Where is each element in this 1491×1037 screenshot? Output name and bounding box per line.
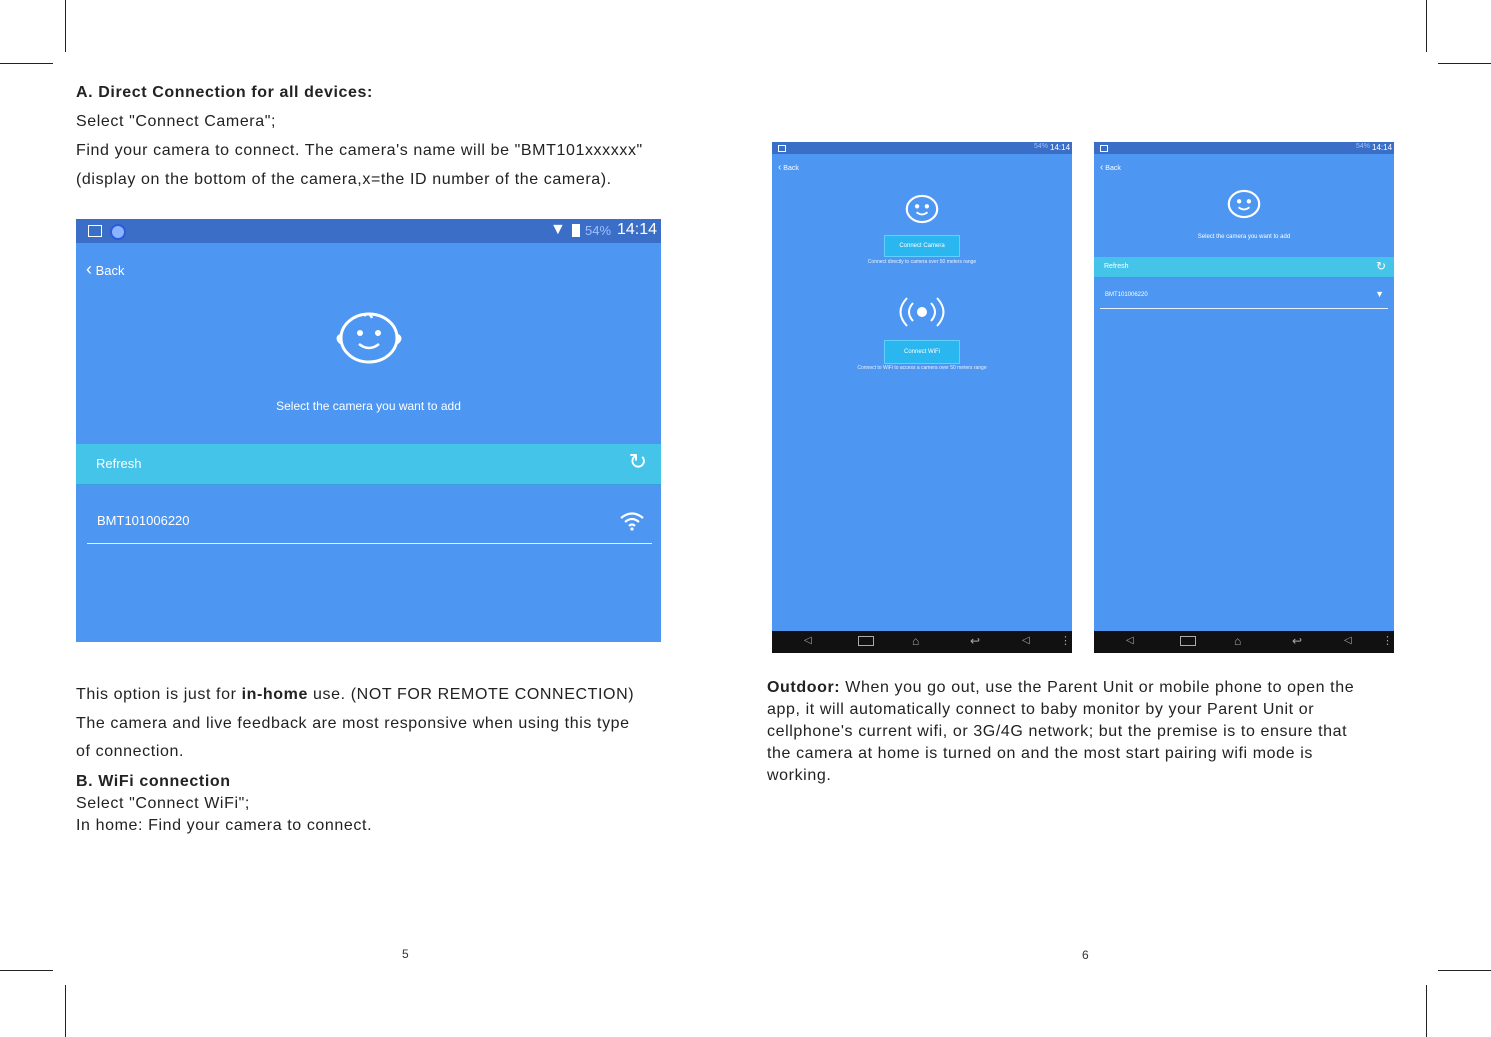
responsive-note-line2: of connection. bbox=[76, 743, 185, 760]
outdoor-paragraph-line1 bbox=[767, 679, 1354, 697]
back-nav-icon[interactable]: ↩ bbox=[1292, 634, 1303, 648]
connect-camera-note: Connect directly to camera over 50 meters range bbox=[867, 259, 977, 265]
chevron-left-icon: ‹ bbox=[86, 259, 92, 279]
more-icon[interactable]: ⋮ bbox=[1060, 635, 1071, 647]
app-notification-icon bbox=[110, 224, 126, 240]
select-camera-prompt: Select the camera you want to add bbox=[276, 399, 461, 413]
back-label: Back bbox=[783, 165, 799, 172]
battery-percent: 54% bbox=[1034, 143, 1049, 150]
crop-mark bbox=[0, 63, 53, 64]
outdoor-line1-text: When you go out, use the Parent Unit or mobile phone to open the bbox=[840, 679, 1355, 696]
crop-mark bbox=[1426, 0, 1427, 52]
camera-name: BMT101006220 bbox=[97, 513, 190, 528]
crop-mark bbox=[1438, 63, 1491, 64]
crop-mark bbox=[65, 985, 66, 1037]
outdoor-paragraph-line4: the camera at home is turned on and the most start pairing wifi mode is bbox=[767, 745, 1313, 762]
crop-mark bbox=[1426, 985, 1427, 1037]
baby-face-icon bbox=[1225, 189, 1263, 219]
wifi-icon: ▼ bbox=[1375, 289, 1384, 299]
battery-percent: 54% bbox=[1356, 143, 1371, 150]
battery-icon bbox=[572, 224, 580, 237]
list-divider bbox=[87, 543, 652, 544]
in-home-note-prefix: This option is just for bbox=[76, 686, 242, 703]
camera-list-item[interactable] bbox=[76, 503, 661, 543]
chevron-left-icon: ‹ bbox=[778, 162, 782, 173]
app-screenshot-connect-options bbox=[772, 142, 1072, 653]
connect-wifi-button[interactable]: Connect WiFi bbox=[884, 340, 960, 364]
recent-apps-icon[interactable] bbox=[858, 636, 874, 646]
in-home-note-bold: in-home bbox=[241, 686, 308, 703]
refresh-label: Refresh bbox=[96, 456, 142, 471]
refresh-label: Refresh bbox=[1104, 263, 1129, 270]
status-bar bbox=[76, 219, 661, 243]
instruction-select-connect-wifi: Select "Connect WiFi"; bbox=[76, 795, 250, 812]
volume-up-icon[interactable]: ◁ bbox=[1022, 635, 1030, 646]
gallery-icon bbox=[88, 225, 102, 237]
refresh-bar[interactable] bbox=[76, 444, 661, 485]
back-button[interactable] bbox=[86, 259, 125, 280]
instruction-select-connect-camera: Select "Connect Camera"; bbox=[76, 113, 277, 130]
refresh-bar[interactable] bbox=[1094, 257, 1394, 278]
status-bar bbox=[1094, 142, 1394, 154]
camera-list-item[interactable] bbox=[1094, 287, 1394, 307]
page-number-left: 5 bbox=[402, 947, 409, 961]
back-button[interactable] bbox=[778, 162, 799, 173]
crop-mark bbox=[0, 970, 53, 971]
android-nav-bar bbox=[1094, 631, 1394, 653]
list-divider bbox=[1100, 308, 1388, 309]
outdoor-label: Outdoor: bbox=[767, 679, 841, 696]
in-home-note bbox=[76, 686, 634, 704]
select-camera-prompt: Select the camera you want to add bbox=[1197, 234, 1291, 240]
gallery-icon bbox=[778, 145, 786, 152]
status-time: 14:14 bbox=[1372, 143, 1393, 152]
back-button[interactable] bbox=[1100, 162, 1121, 173]
back-label: Back bbox=[95, 263, 125, 278]
battery-percent: 54% bbox=[585, 223, 612, 238]
refresh-icon[interactable]: ↻ bbox=[628, 449, 647, 474]
broadcast-icon bbox=[896, 295, 948, 329]
back-label: Back bbox=[1105, 165, 1121, 172]
instruction-in-home: In home: Find your camera to connect. bbox=[76, 817, 373, 834]
camera-name: BMT101006220 bbox=[1105, 292, 1148, 298]
wifi-status-icon: ▼ bbox=[550, 221, 566, 238]
connect-wifi-note: Connect to WiFi to access a camera over 50 meters range bbox=[857, 365, 987, 371]
heading-wifi-connection: B. WiFi connection bbox=[76, 773, 231, 790]
home-icon[interactable]: ⌂ bbox=[912, 634, 920, 648]
volume-up-icon[interactable]: ◁ bbox=[1344, 635, 1352, 646]
baby-face-icon bbox=[903, 194, 941, 224]
responsive-note-line1: The camera and live feedback are most responsive when using this type bbox=[76, 715, 630, 732]
app-screenshot-camera-list bbox=[76, 219, 661, 642]
in-home-note-suffix: use. (NOT FOR REMOTE CONNECTION) bbox=[308, 686, 635, 703]
refresh-icon[interactable]: ↻ bbox=[1375, 259, 1386, 273]
volume-down-icon[interactable]: ◁ bbox=[1126, 635, 1134, 646]
heading-direct-connection: A. Direct Connection for all devices: bbox=[76, 84, 373, 101]
back-nav-icon[interactable]: ↩ bbox=[970, 634, 981, 648]
crop-mark bbox=[1438, 970, 1491, 971]
crop-mark bbox=[65, 0, 66, 52]
status-time: 14:14 bbox=[1050, 143, 1071, 152]
status-bar bbox=[772, 142, 1072, 154]
recent-apps-icon[interactable] bbox=[1180, 636, 1196, 646]
outdoor-paragraph-line3: cellphone's current wifi, or 3G/4G network; but the premise is to ensure that bbox=[767, 723, 1348, 740]
instruction-display-note: (display on the bottom of the camera,x=the ID number of the camera). bbox=[76, 171, 612, 188]
wifi-icon bbox=[619, 511, 645, 531]
instruction-find-camera: Find your camera to connect. The camera's name will be "BMT101xxxxxx" bbox=[76, 142, 643, 159]
volume-down-icon[interactable]: ◁ bbox=[804, 635, 812, 646]
gallery-icon bbox=[1100, 145, 1108, 152]
status-time: 14:14 bbox=[617, 221, 658, 238]
more-icon[interactable]: ⋮ bbox=[1382, 635, 1393, 647]
page-number-right: 6 bbox=[1082, 948, 1089, 962]
app-screenshot-camera-list-small bbox=[1094, 142, 1394, 653]
connect-camera-button[interactable]: Connect Camera bbox=[884, 235, 960, 257]
home-icon[interactable]: ⌂ bbox=[1234, 634, 1242, 648]
outdoor-paragraph-line5: working. bbox=[767, 767, 832, 784]
outdoor-paragraph-line2: app, it will automatically connect to baby monitor by your Parent Unit or bbox=[767, 701, 1315, 718]
baby-face-icon bbox=[334, 311, 404, 365]
chevron-left-icon: ‹ bbox=[1100, 162, 1104, 173]
android-nav-bar bbox=[772, 631, 1072, 653]
